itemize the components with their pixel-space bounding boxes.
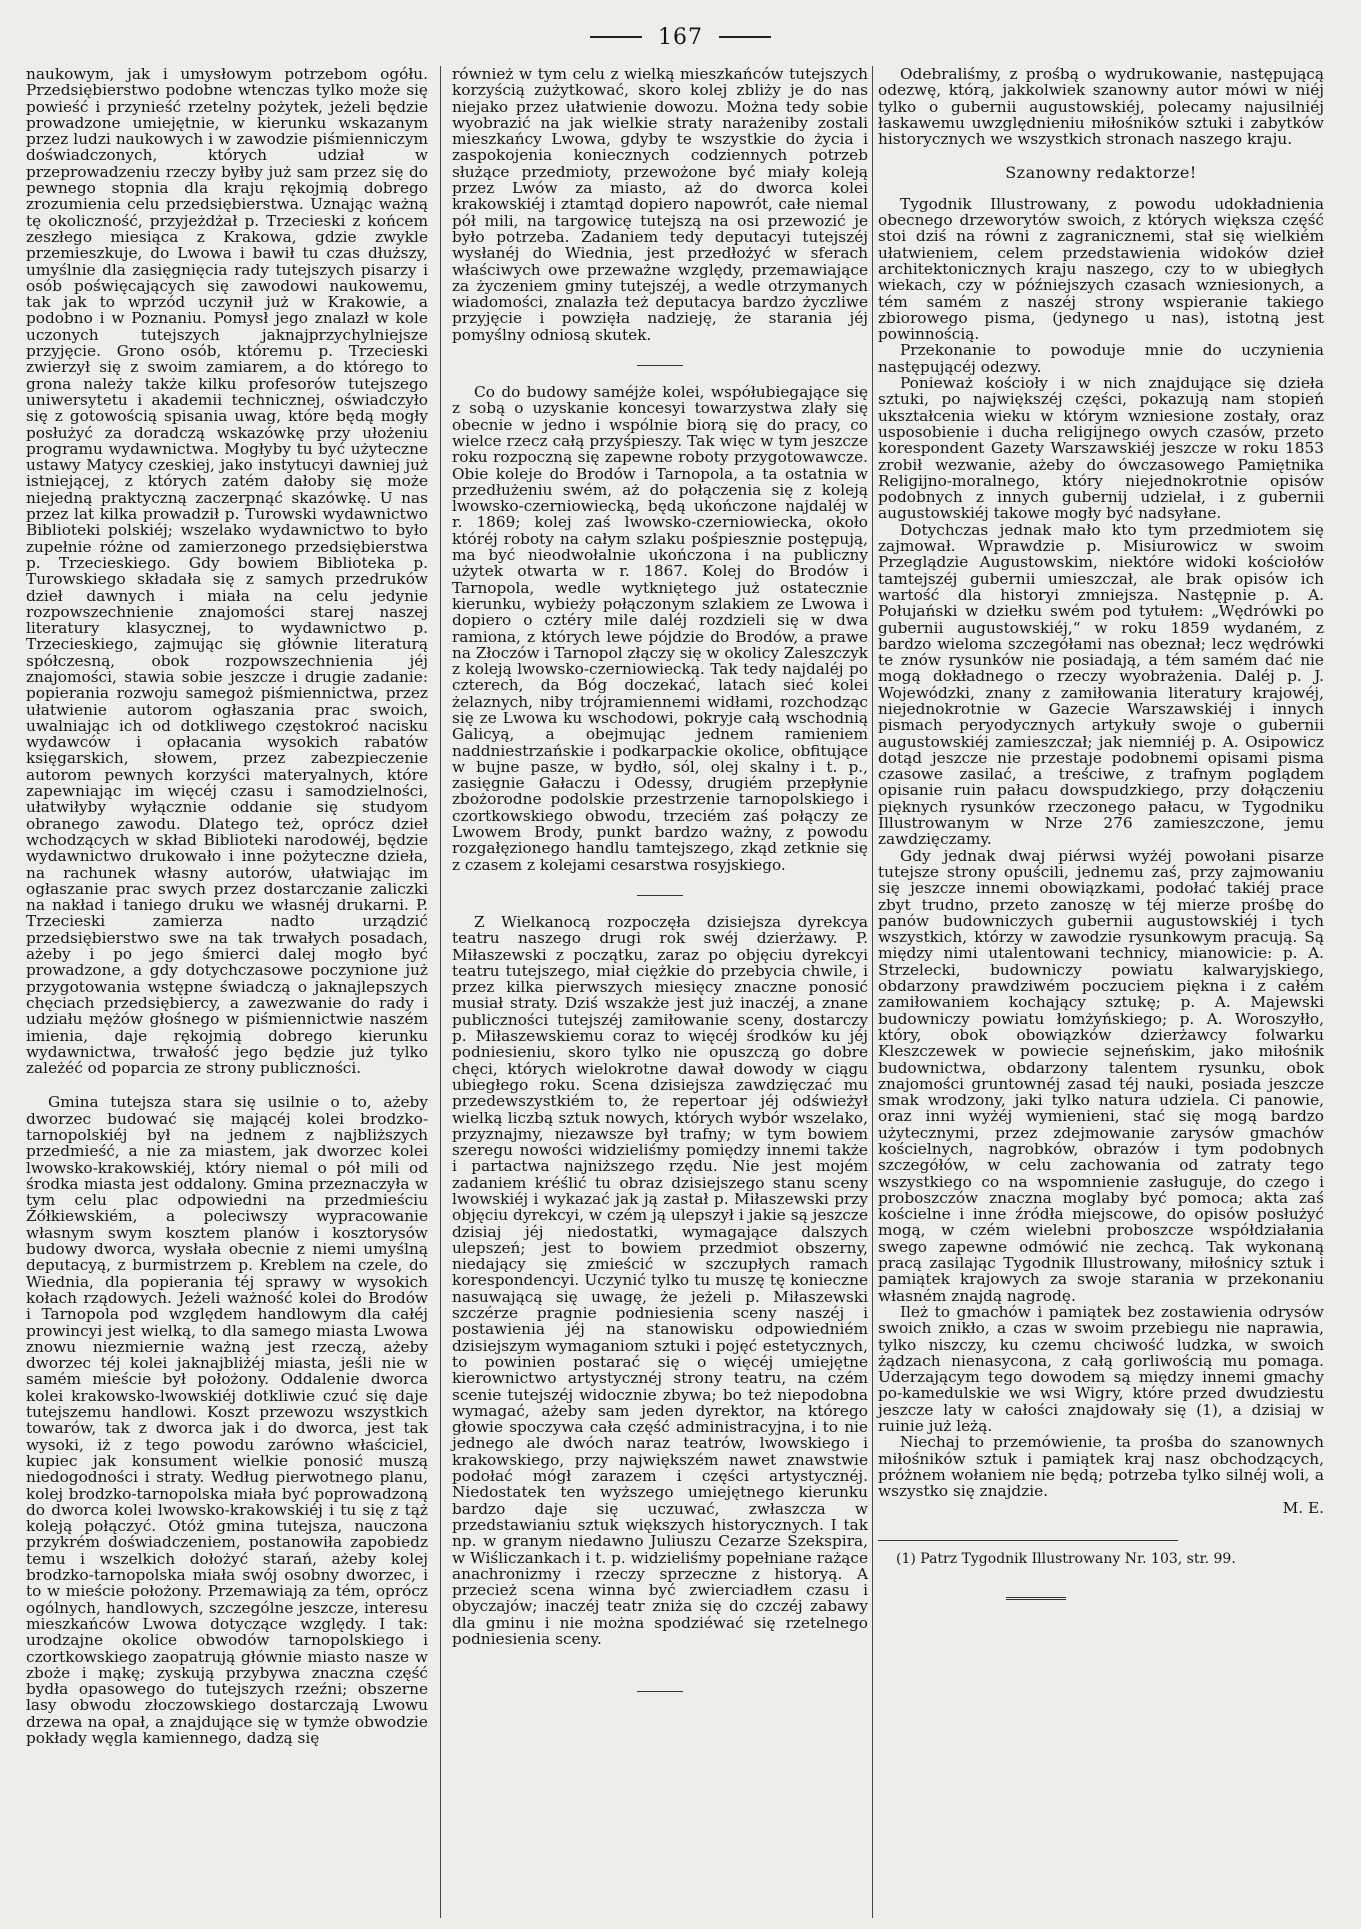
header-rule-right bbox=[719, 36, 771, 38]
paragraph-letter-5: Gdy jednak dwaj piérwsi wyżéj powołani pisarze tutejsze strony opuścili, jednemu zaś, przy zajmowaniu się jeszcze innemi obowiązkami, podołać takiéj prace zbyt trudno, przeto zanoszę w téj mierze prośbę do panów budowniczych gubernii augustowskiéj i tych wszystkich, którzy w zawodzie rysunkowym pracują. Są między nimi utalentowani technicy, mianowicie: p. A. Strzelecki, budowniczy powiatu kalwaryjskiego, obdarzony prawdziwém poczuciem piękna i z całém zamiłowaniem kochający sztukę; p. A. Majewski budowniczy powiatu łomżyńskiego; p. A. Woroszyłło, który, obok obowiązków dzierżawcy folwarku Kleszczewek w powiecie sejneńskim, jako miłośnik budownictwa, obdarzony talentem rysunku, obok znajomości gruntownéj zasad téj nauki, posiada jeszcze smak wrodzony, jaki tylko natura udziela. Ci panowie, oraz inni wyżéj wymienieni, stać się mogą bardzo użytecznymi, przez zdejmowanie zarysów gmachów kościelnych, nagrobków, obrazów i tym podobnych szczegółów, w celu zachowania od zatraty tego wszystkiego co na wspomnienie zasługuje, do czego i proboszczów znaczna moglaby być pomoca; akta zaś kościelne i inne źródła miejscowe, do opisów posłużyć mogą, w czém wielebni proboszcze współdziałania swego zapewne odmówić nie zechcą. Tak wykonaną pracą zasilając Tygodnik Illustrowany, miłośnicy sztuk i pamiątek krajowych za swoje starania w przekonaniu własném znajdą nagrodę. bbox=[878, 846, 1324, 1305]
column-right bbox=[878, 66, 1324, 1916]
paragraph-letter-4: Dotychczas jednak mało kto tym przedmiotem się zajmował. Wprawdzie p. Misiurowicz w swoim Przeglądzie Augustowskim, niektóre widoki kościołów tamtejszéj gubernii umieszczał, ale brak opisów ich wartość dla historyi zmniejsza. Następnie p. A. Połujański w dziełku swém pod tytułem: „Wędrówki po gubernii augustowskiéj,“ w roku 1859 wydaném, z bardzo wieloma szczegółami nas obeznał; lecz wędrówki te znów rysunków nie posiadają, a tém samém dać nie mogą dokładnego o rzeczy wyobrażenia. Daléj p. J. Wojewódzki, znany z zamiłowania literatury krajowéj, niejednokrotnie w Gazecie Warszawskiéj i innych pismach peryodycznych artykuły swoje o gubernii augustowskiéj zamieszczał; jak niemniéj p. A. Osipowicz dotąd jeszcze nie przestaje podobnemi opisami pisma czasowe zasilać, a treściwe, z trafnym poglądem opisanie ruin pałacu dowspudzkiego, przy dołączeniu pięknych rysunków rzeczonego pałacu, w Tygodniku Illustrowanym w Nrze 276 zamieszczone, jemu zawdzięczamy. bbox=[878, 520, 1324, 849]
end-rule bbox=[1006, 1597, 1066, 1600]
section-separator bbox=[637, 895, 683, 896]
page-number: 167 bbox=[658, 24, 703, 50]
paragraph-letter-7: Niechaj to przemówienie, ta prośba do szanownych miłośników sztuk i pamiątek kraj nasz obchodzących, próżnem wołaniem nie będą; potrzeba tylko silnéj woli, a wszystko się znajdzie. bbox=[878, 1433, 1324, 1501]
footnote-rule bbox=[878, 1540, 1178, 1541]
column-left bbox=[26, 66, 428, 1916]
letter-signature: M. E. bbox=[1282, 1498, 1324, 1517]
column-divider-right bbox=[872, 66, 873, 1918]
column-middle bbox=[452, 66, 868, 1916]
paragraph-railway-station: Gmina tutejsza stara się usilnie o to, ażeby dworzec budować się mającéj kolei brodzko-tarnopolskiéj był na jednem z najbliższych przedmieść, a nie za miastem, jak dworzec kolei lwowsko-krakowskiéj, który niemal o pół mili od środka miasta jest oddalony. Gmina przeznaczyła w tym celu plac odpowiedni na przedmieściu Żółkiewskiém, a poleciwszy wypracowanie własnym swym kosztem planów i kosztorysów budowy dworca, wysłała obecnie z niemi umyślną deputacyą, z burmistrzem p. Kreblem na czele, do Wiednia, dla popierania téj sprawy w wysokich kołach rządowych. Jeżeli ważność kolei do Brodów i Tarnopola pod względem handlowym dla całéj prowincyi jest wielką, to dla samego miasta Lwowa znowu niezmiernie ważną jest rzeczą, ażeby dworzec téj kolei jaknajbliżéj miasta, jeśli nie w samém mieście był położony. Oddalenie dworca kolei krakowsko-lwowskiéj dotkliwie czuć się daje tutejszemu handlowi. Koszt przewozu wszystkich towarów, tak z dworca jak i do dworca, jest tak wysoki, iż z tego powodu zarówno właściciel, kupiec jak konsument wielkie ponosić muszą niedogodności i straty. Według pierwotnego planu, kolej brodzko-tarnopolska miała być poprowadzoną do dworca kolei lwowsko-krakowskiéj i tu się z tąż koleją połączyć. Otóż gmina tutejsza, nauczona przykrém doświadczeniem, postanowiła zapobiedz temu i wszelkich dołożyć starań, ażeby kolej brodzko-tarnopolska miała swój osobny dworzec, i to w mieście położony. Przemawiają za tém, oprócz ogólnych, handlowych, szczególne jeszcze, interesu mieszkańców Lwowa dotyczące względy. I tak: urodzajne okolice obwodów tarnopolskiego i czortkowskiego zaopatrują głównie miasto nasze w zboże i mąkę; zyskują przybywa znaczna część bydła opasowego do tutejszych rzeźni; obszerne lasy obwodu złoczowskiego dostarczają Lwowu drzewa na opał, a znajdujące się w tymże obwodzie pokłady węgla kamiennego, dadzą się bbox=[26, 1093, 428, 1747]
section-separator bbox=[637, 365, 683, 366]
paragraph-letter-3: Ponieważ kościoły i w nich znajdujące się dzieła sztuki, po największéj części, pokazują nam stopień ukształcenia wieku w którym wzniesione zostały, oraz usposobienie i ducha religijnego owych czasów, przeto korespondent Gazety Warszawskiéj jeszcze w roku 1853 zrobił wezwanie, ażeby do ówczasowego Pamiętnika Religijno-moralnego, który niejednokrotnie opisów podobnych z innych gubernij udzielał, i z gubernii augustowskiéj takowe mogły być nadsyłane. bbox=[878, 374, 1324, 523]
paragraph-letter-2: Przekonanie to powoduje mnie do uczynienia następującéj odezwy. bbox=[878, 341, 1324, 376]
page-header bbox=[0, 22, 1361, 52]
paragraph-theatre: Z Wielkanocą rozpoczęła dzisiejsza dyrekcya teatru naszego drugi rok swéj dzierżawy. P. Miłaszewski z początku, zaraz po objęciu dyrekcyi teatru tutejszego, miał ciężkie do przebycia chwile, i przez kilka pierwszych miesięcy znaczne ponosić musiał straty. Dziś wszakże jest już inaczéj, a znane publiczności tutejszéj zamiłowanie sceny, dostarczy p. Miłaszewskiemu coraz to więcéj środków ku jéj podniesieniu, skoro tylko nie opuszczą go dobre chęci, których wielokrotne dawał dowody w ciągu ubiegłego roku. Scena dzisiejsza zawdzięczać mu przedewszystkiém to, że repertoar jéj odświeżył wielką liczbą sztuk nowych, których wybór wszelako, przyznajmy, niezawsze był trafny; w tym bowiem szeregu nowości widzieliśmy pomiędzy innemi także i partactwa najniższego rzędu. Nie jest mojém zadaniem kréślić tu obraz dzisiejszego stanu sceny lwowskiéj i wykazać jak ją zastał p. Miłaszewski przy objęciu dyrekcyi, w czém ją ulepszył i jakie są jeszcze dzisiaj jéj niedostatki, wymagające dalszych ulepszeń; jest to bowiem przedmiot obszerny, niedający się zmieścić w szczupłych ramach korespondencyi. Uczynić tylko tu muszę tę konieczne nasuwającą się uwagę, że jeżeli p. Miłaszewski szczérze pragnie podniesienia sceny naszéj i postawienia jéj na stanowisku odpowiedniém dzisiejszym wymaganiom sztuki i pojęć estetycznych, to powinien postarać się o więcéj umiejętne kierownictwo artystycznéj strony teatru, na czém scenie tutejszéj widocznie zbywa; bo też niepodobna wymagać, ażeby sam jeden dyrektor, na którego głowie spoczywa cała część administracyjna, i to nie jednego ale dwóch naraz teatrów, lwowskiego i krakowskiego, przy największém nawet znawstwie podołać mógł zarazem i części artystycznéj. Niedostatek ten wyższego umiejętnego kierunku bardzo daje się uczuwać, zwłaszcza w przedstawianiu sztuk większych historycznych. I tak np. w granym niedawno Juliuszu Cezarze Szekspira, w Wiśliczankach i t. p. widzieliśmy popełniane rażące anachronizmy i rzeczy sprzeczne z historyą. A przecież scena winna być zwierciadłem czasu i obyczajów; inaczéj teatr zniża się do czczéj zabawy dla gminu i nie można spodziéwać się rzetelnego podniesienia sceny. bbox=[452, 912, 868, 1649]
paragraph-letter-6: Ileż to gmachów i pamiątek bez zostawienia odrysów swoich znikło, a czas w swoim przebiegu nie naprawia, tylko niszczy, ku czemu chciwość ludzka, w swoich żądzach nienasycona, z całą gorliwością mu pomaga. Uderzającym tego dowodem są między innemi gmachy po-kamedulskie we wsi Wigry, które przed dwudziestu jeszcze laty w całości znajdowały się (1), a dzisiaj w ruinie już leżą. bbox=[878, 1302, 1324, 1436]
paragraph-editorial-note: Odebraliśmy, z prośbą o wydrukowanie, następującą odezwę, którą, jakkolwiek szanowny autor mówi w niéj tylko o gubernii augustowskiéj, polecamy najusilniéj łaskawemu uwzględnieniu miłośników sztuki i zabytków historycznych we wszystkich stronach naszego kraju. bbox=[878, 65, 1324, 149]
footnote: (1) Patrz Tygodnik Illustrowany Nr. 103, str. 99. bbox=[896, 1550, 1236, 1567]
letter-salutation: Szanowny redaktorze! bbox=[1005, 163, 1197, 183]
paragraph-letter-1: Tygodnik Illustrowany, z powodu udokładnienia obecnego drzeworytów swoich, z których większa część stoi dziś na równi z zagranicznemi, stał się wielkiém ułatwieniem, celem przedstawienia widoków dzieł architektonicznych kraju naszego, czy to w ubiegłych wiekach, czy w późniejszych czasach wzniesionych, a tém samém z naszéj strony wspieranie takiego zbiorowego pisma, (jedynego u nas), istotną jest powinnością. bbox=[878, 194, 1324, 344]
column-end-rule bbox=[637, 1691, 683, 1692]
paragraph-railway-construction: Co do budowy saméjże kolei, współubiegające się z sobą o uzyskanie koncesyi towarzystwa zlały się obecnie w jedno i wspólnie biorą się do pracy, co wielce rzecz całą przyśpieszy. Tak więc w tym jeszcze roku rozpoczną się zapewne roboty przygotowawcze. Obie koleje do Brodów i Tarnopola, a ta ostatnia w przedłużeniu swém, aż do połączenia się z koleją lwowsko-czerniowiecką, będą ukończone najdaléj w r. 1869; kolej zaś lwowsko-czerniowiecka, około któréj roboty na całym szlaku pośpiesznie postępują, ma być nieodwołalnie ukończona i na publiczny użytek otwarta w r. 1867. Kolej do Brodów i Tarnopola, wedle wytkniętego już ostatecznie kierunku, wybieży połączonym szlakiem ze Lwowa i dopiero o cztéry mile daléj rozdzieli się w dwa ramiona, z których lewe pójdzie do Brodów, a prawe na Złoczów i Tarnopol złączy się w okolicy Zaleszczyk z koleją lwowsko-czerniowiecką. Tak tedy najdaléj po czterech, da Bóg doczekać, latach sieć kolei żelaznych, niby trójramiennemi widłami, rozchodząc się ze Lwowa ku wschodowi, pokryje całą wschodnią Galicyą, a obejmując jednem ramieniem naddniestrzańskie i podkarpackie okolice, obfitujące w bujne pasze, w bydło, sól, olej skalny i t. p., zasięgnie Gałaczu i Odessy, drugiém przepłynie zbożorodne podolskie przestrzenie tarnopolskiego i czortkowskiego obwodu, trzeciém zaś połączy ze Lwowem Brody, punkt bardzo ważny, z powodu rozgałęzionego handlu tamtejszego, zkąd zetknie się z czasem z kolejami cesarstwa rosyjskiego. bbox=[452, 383, 869, 874]
column-divider-left bbox=[440, 66, 441, 1918]
header-rule-left bbox=[590, 36, 642, 38]
paragraph-publishing: naukowym, jak i umysłowym potrzebom ogółu. Przedsiębierstwo podobne wtenczas tylko może się powieść i przynieść rzetelny pożytek, jeżeli będzie prowadzone umiejętnie, w kierunku wskazanym przez ludzi naukowych i w zawodzie piśmienniczym doświadczonych, których udział w przeprowadzeniu rzeczy byłby już sam przez się do pewnego stopnia dla kraju rękojmią dobrego zrozumienia celu przedsiębierstwa. Uznając ważną tę okoliczność, przyjeżdżał p. Trzecieski z końcem zeszłego miesiąca z Krakowa, gdzie zwykle przemieszkuje, do Lwowa i bawił tu czas dłuższy, umyślnie dla zasięgnięcia rady tutejszych pisarzy i osób poświęcających się zawodowi naukowemu, tak jak to wprzód uczynił już w Krakowie, a podobno i w Poznaniu. Pomysł jego znalazł w kole uczonych tutejszych jaknajprzychylniejsze przyjęcie. Grono osób, któremu p. Trzecieski zwierzył się z swoim zamiarem, a do którego to grona należy także kilku profesorów tutejszego uniwersytetu i akademii technicznej, oświadczyło się z gotowością spisania uwag, które będą mogły posłużyć za doradczą wskazówkę przy ułożeniu programu wydawnictwa. Mogłyby tu być użyteczne ustawy Matycy czeskiej, jako instytucyi dawniej już istniejącej, z których zatém dałoby się może niejedną praktyczną zaczerpnąć skazówkę. U nas przez lat kilka prowadził p. Turowski wydawnictwo Biblioteki polskiéj; wszelako wydawnictwo to było zupełnie różne od zamierzonego przedsiębierstwa p. Trzecieskiego. Gdy bowiem Biblioteka p. Turowskiego składała się z samych przedruków dzieł dawnych i miała na celu jedynie rozpowszechnienie znajomości starej naszej literatury klasycznej, to wydawnictwo p. Trzecieskiego, zajmując się głównie literaturą spółczesną, obok rozpowszechnienia jéj znajomości, stawia sobie jeszcze i drugie zadanie: popierania rozwoju samegoż piśmiennictwa, przez ułatwienie autorom ogłaszania prac swoich, uwalniając ich od dotkliwego częstokroć nacisku wydawców i opłacania wysokich rabatów księgarskich, słowem, przez zabezpieczenie autorom pewnych korzyści materyalnych, które zapewniając im więcéj czasu i samodzielności, ułatwiłyby wyłącznie oddanie się studyom obranego zawodu. Dlatego też, oprócz dzieł wchodzących w skład Biblioteki narodowéj, będzie wydawnictwo drukowało i inne pożyteczne dzieła, na rachunek własny autorów, ułatwiając im ogłaszanie prac swych przez dostarczanie zaliczki na nakład i taniego druku we własnéj drukarni. P. Trzecieski zamierza nadto urządzić przedsiębierstwo swe na tak trwałych posadach, ażeby i po jego śmierci dalej mogło być prowadzone, a gdy dotychczasowe poczynione już przygotowania wstępne świadczą o jaknajlepszych chęciach przedsiębiercy, a zawezwanie do rady i udziału mężów głośnego w piśmiennictwie naszém imienia, daje rękojmią dobrego kierunku wydawnictwa, trwałość jego będzie już tylko zależéć od poparcia ze strony publiczności. bbox=[26, 65, 428, 1078]
paragraph-deputation: również w tym celu z wielką mieszkańców tutejszych korzyścią zużytkować, skoro kolej zbliży je do nas niejako przez ułatwienie dowozu. Można tedy sobie wyobrazić na jak wielkie straty narażeniby zostali mieszkańcy Lwowa, gdyby te wszystkie do życia i zaspokojenia koniecznych codziennych potrzeb służące przedmioty, przewożone być miały koleją przez Lwów za miasto, aż do dworca kolei krakowskiéj i ztamtąd dopiero napowrót, całe niemal pół mili, na targowicę tutejszą na osi przewozić je było potrzeba. Zadaniem tedy deputacyi tutejszéj wysłanéj do Wiednia, jest przedłożyć w sferach właściwych owe przeważne względy, przemawiające za życzeniem gminy tutejszéj, a wedle otrzymanych wiadomości, znalazła też deputacya bardzo życzliwe przyjęcie i powzięła nadzieję, że starania jéj pomyślny odniosą skutek. bbox=[452, 65, 868, 344]
